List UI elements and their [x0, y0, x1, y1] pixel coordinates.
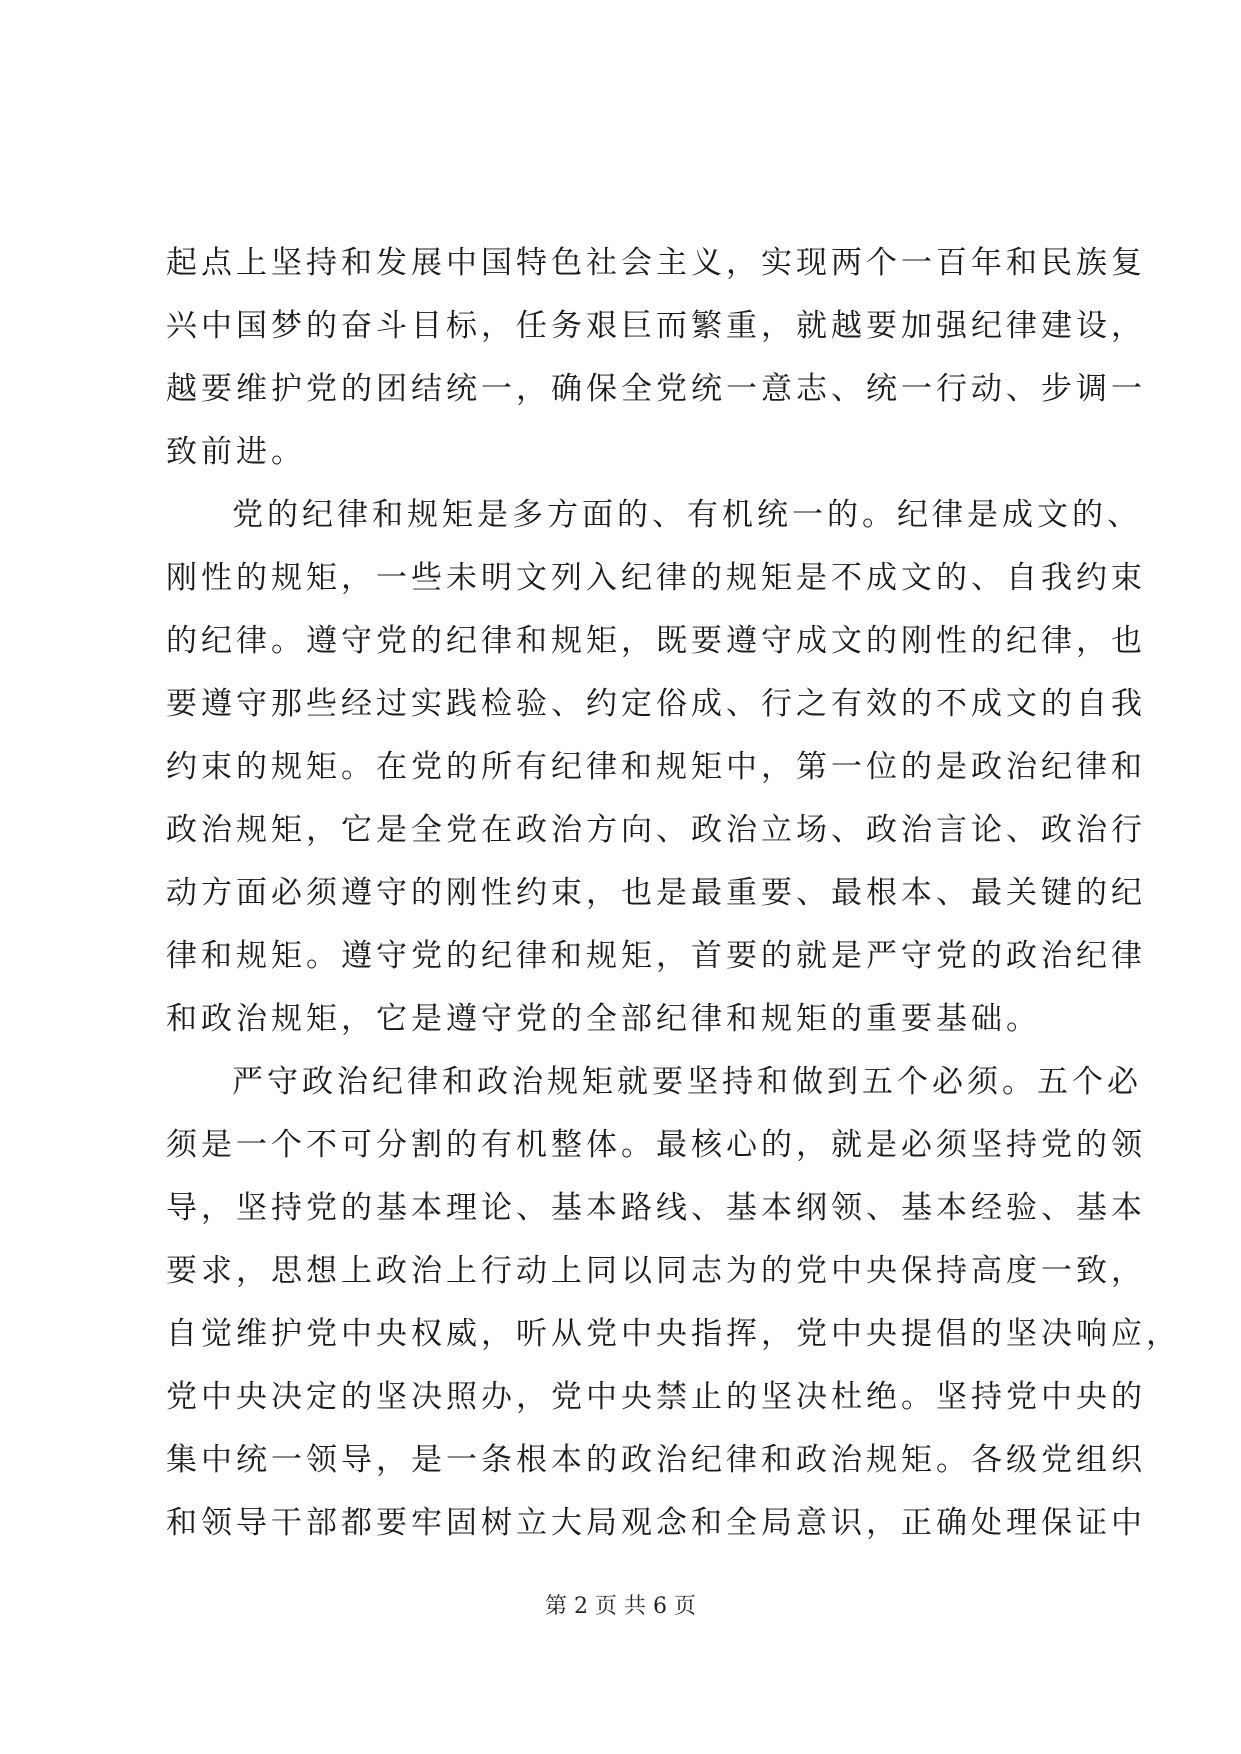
text-line: 要遵守那些经过实践检验、约定俗成、行之有效的不成文的自我 [166, 686, 1146, 722]
text-line: 须是一个不可分割的有机整体。最核心的，就是必须坚持党的领 [166, 1127, 1146, 1163]
text-line: 自觉维护党中央权威，听从党中央指挥，党中央提倡的坚决响应， [166, 1316, 1181, 1352]
text-line: 和领导干部都要牢固树立大局观念和全局意识，正确处理保证中 [166, 1505, 1146, 1541]
text-line: 致前进。 [166, 434, 306, 470]
text-line: 约束的规矩。在党的所有纪律和规矩中，第一位的是政治纪律和 [166, 749, 1146, 785]
text-line: 动方面必须遵守的刚性约束，也是最重要、最根本、最关键的纪 [166, 875, 1146, 911]
paragraph-2 [166, 484, 1146, 1051]
document-body [166, 232, 1181, 1555]
text-line: 党中央决定的坚决照办，党中央禁止的坚决杜绝。坚持党中央的 [166, 1379, 1146, 1415]
text-line: 兴中国梦的奋斗目标，任务艰巨而繁重，就越要加强纪律建设， [166, 308, 1146, 344]
paragraph-3 [166, 1051, 1181, 1555]
text-line: 导，坚持党的基本理论、基本路线、基本纲领、基本经验、基本 [166, 1190, 1146, 1226]
text-line: 要求，思想上政治上行动上同以同志为的党中央保持高度一致， [166, 1253, 1146, 1289]
text-line: 起点上坚持和发展中国特色社会主义，实现两个一百年和民族复 [166, 245, 1146, 281]
text-line: 和政治规矩，它是遵守党的全部纪律和规矩的重要基础。 [166, 1001, 1041, 1037]
text-line: 集中统一领导，是一条根本的政治纪律和政治规矩。各级党组织 [166, 1442, 1146, 1478]
paragraph-1 [166, 232, 1146, 484]
text-line: 越要维护党的团结统一，确保全党统一意志、统一行动、步调一 [166, 371, 1146, 407]
page-number-footer: 第 2 页 共 6 页 [545, 1594, 696, 1619]
text-line: 刚性的规矩，一些未明文列入纪律的规矩是不成文的、自我约束 [166, 560, 1146, 596]
text-line: 政治规矩，它是全党在政治方向、政治立场、政治言论、政治行 [166, 812, 1146, 848]
text-line: 党的纪律和规矩是多方面的、有机统一的。纪律是成文的、 [232, 497, 1142, 533]
text-line: 的纪律。遵守党的纪律和规矩，既要遵守成文的刚性的纪律，也 [166, 623, 1146, 659]
text-line: 律和规矩。遵守党的纪律和规矩，首要的就是严守党的政治纪律 [166, 938, 1146, 974]
text-line: 严守政治纪律和政治规矩就要坚持和做到五个必须。五个必 [232, 1064, 1142, 1100]
